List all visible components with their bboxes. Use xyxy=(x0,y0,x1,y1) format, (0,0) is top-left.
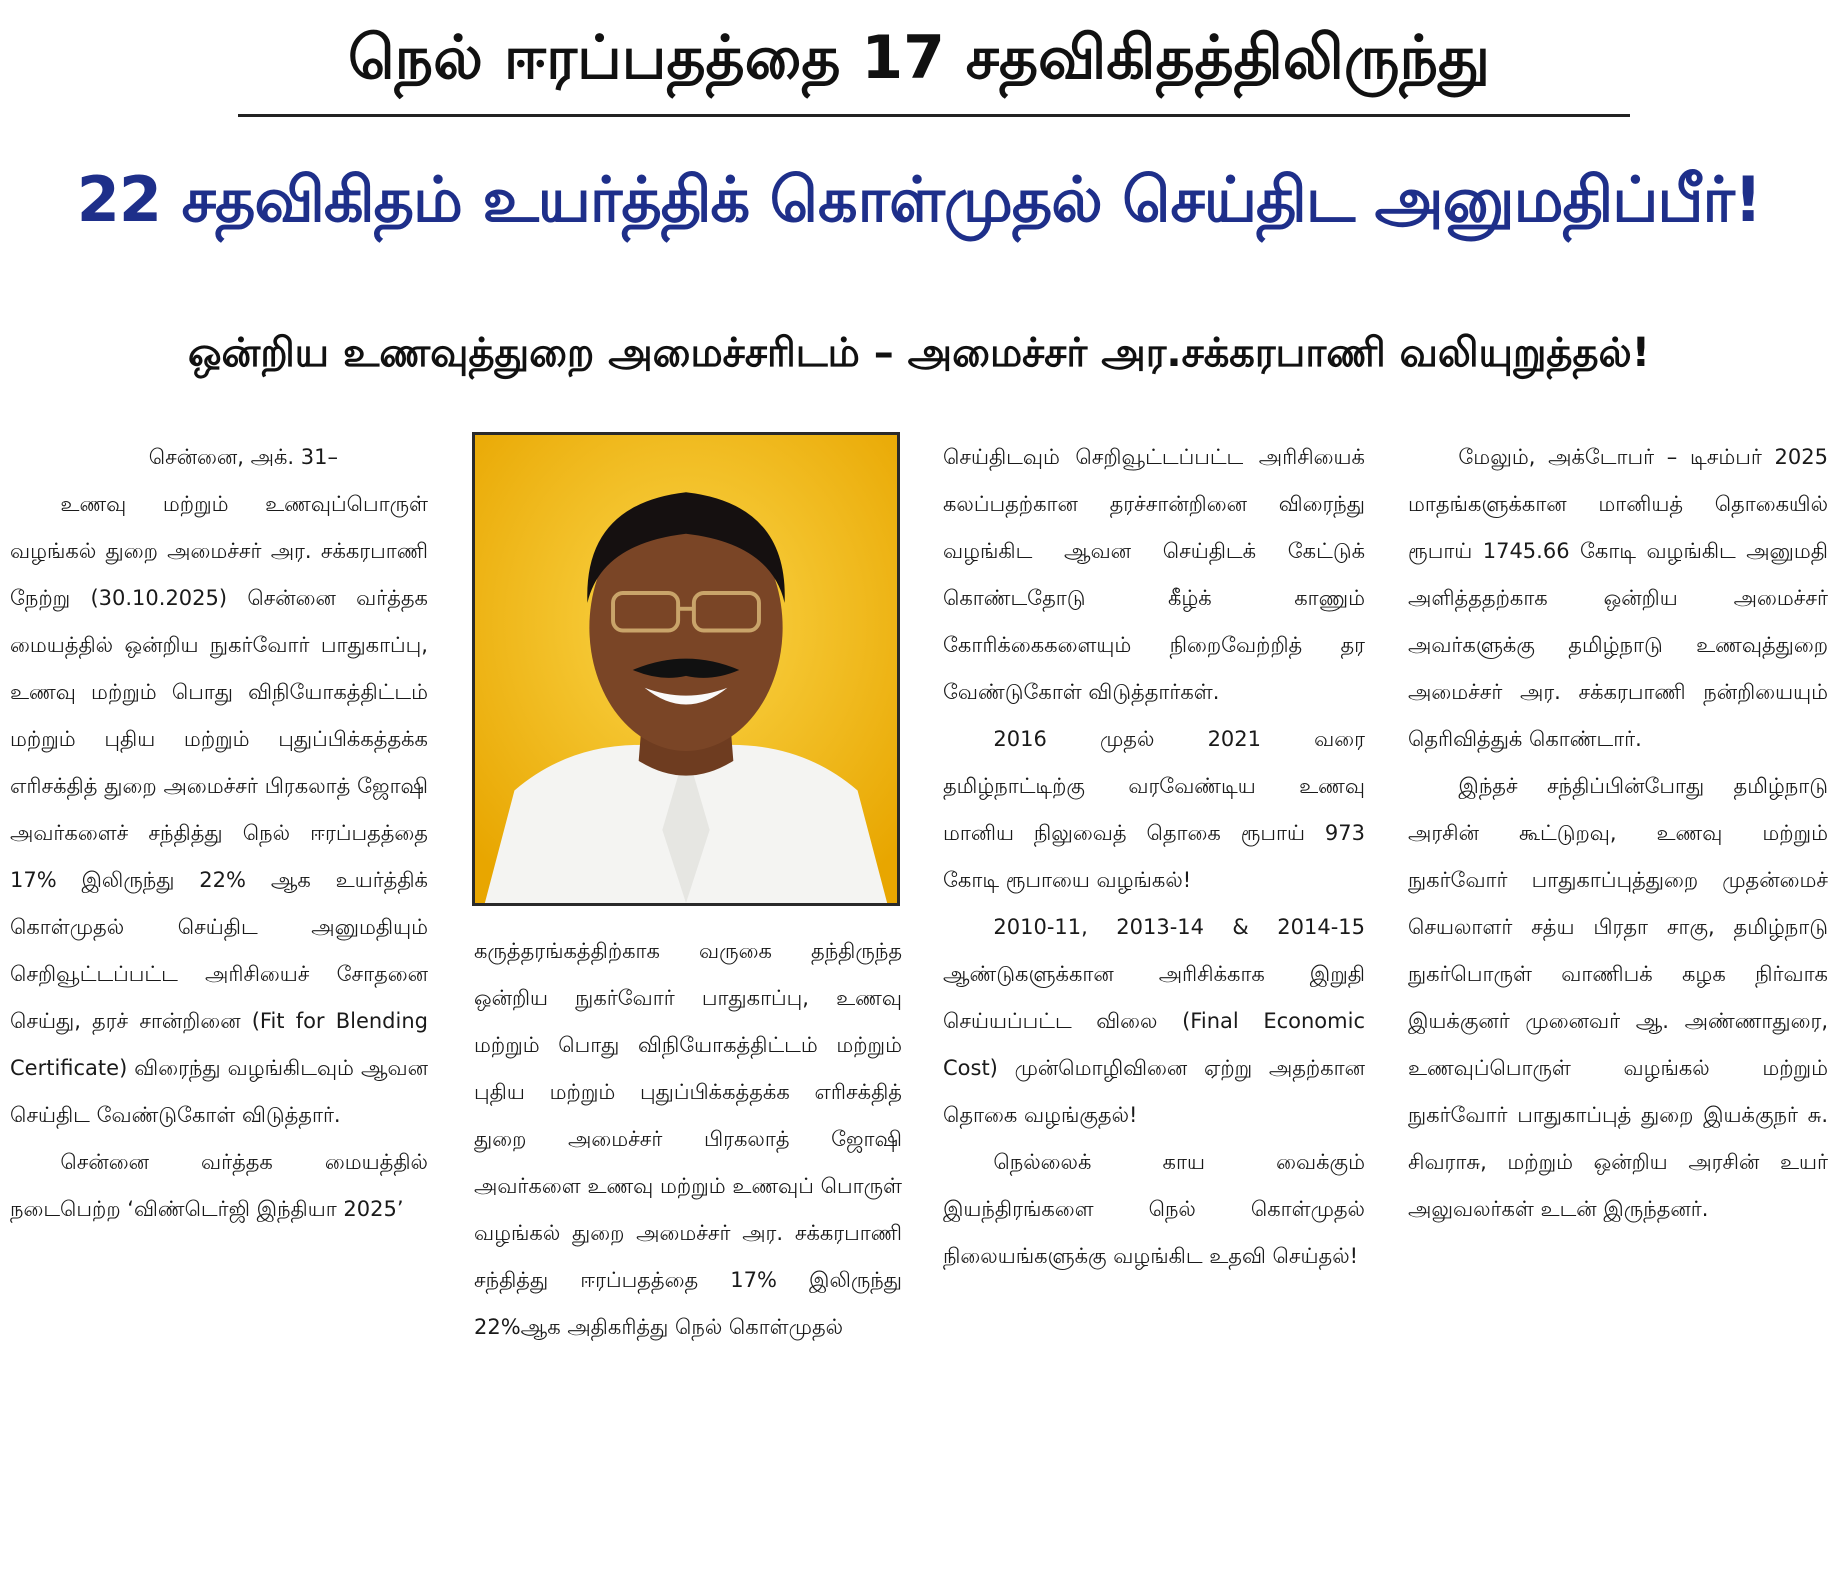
headline-line-1: நெல் ஈரப்பதத்தை 17 சதவிகிதத்திலிருந்து xyxy=(347,23,1491,93)
paragraph: சென்னை வர்த்தக மையத்தில் நடைபெற்ற ‘விண்டெர்ஜி இந்தியா 2025’ xyxy=(10,1150,428,1221)
paragraph: 2010-11, 2013-14 & 2014-15 ஆண்டுகளுக்கான அரிசிக்காக இறுதி செய்யப்பட்ட விலை (Final Economic Cost) முன்மொழிவினை ஏற்று அதற்கான தொகை வழங்குதல்! xyxy=(943,915,1365,1127)
paragraph: நெல்லைக் காய வைக்கும் இயந்திரங்களை நெல் கொள்முதல் நிலையங்களுக்கு வழங்கிட உதவி செய்தல்! xyxy=(943,1150,1365,1268)
subheadline: ஒன்றிய உணவுத்துறை அமைச்சரிடம் – அமைச்சர் அர.சக்கரபாணி வலியுறுத்தல்! xyxy=(188,330,1650,376)
article-column-4 xyxy=(1408,434,1828,1574)
article-column-1 xyxy=(10,434,428,1574)
headline-line-2: 22 சதவிகிதம் உயர்த்திக் கொள்முதல் செய்திட அனுமதிப்பீர்! xyxy=(76,163,1762,236)
paragraph: கருத்தரங்கத்திற்காக வருகை தந்திருந்த ஒன்றிய நுகர்வோர் பாதுகாப்பு, உணவு மற்றும் பொது விநியோகத்திட்டம் மற்றும் புதிய மற்றும் புதுப்பிக்கத்தக்க எரிசக்தித் துறை அமைச்சர் பிரகலாத் ஜோஷி அவர்களை உணவு மற்றும் உணவுப் பொருள் வழங்கல் துறை அமைச்சர் அர. சக்கரபாணி சந்தித்து ஈரப்பதத்தை 17% இலிருந்து 22%ஆக அதிகரித்து நெல் கொள்முதல் xyxy=(474,939,902,1339)
paragraph: உணவு மற்றும் உணவுப்பொருள் வழங்கல் துறை அமைச்சர் அர. சக்கரபாணி நேற்று (30.10.2025) சென்னை வர்த்தக மையத்தில் ஒன்றிய நுகர்வோர் பாதுகாப்பு, உணவு மற்றும் பொது விநியோகத்திட்டம் மற்றும் புதிய மற்றும் புதுப்பிக்கத்தக்க எரிசக்தித் துறை அமைச்சர் பிரகலாத் ஜோஷி அவர்களைச் சந்தித்து நெல் ஈரப்பதத்தை 17% இலிருந்து 22% ஆக உயர்த்திக் கொள்முதல் செய்திட அனுமதியும் செறிவூட்டப்பட்ட அரிசியைச் சோதனை செய்து, தரச் சான்றினை (Fit for Blending Certificate) விரைந்து வழங்கிடவும் ஆவன செய்திட வேண்டுகோள் விடுத்தார். xyxy=(10,492,428,1127)
article-column-3 xyxy=(943,434,1365,1574)
paragraph: 2016 முதல் 2021 வரை தமிழ்நாட்டிற்கு வரவேண்டிய உணவு மானிய நிலுவைத் தொகை ரூபாய் 973 கோடி ரூபாயை வழங்கல்! xyxy=(943,727,1365,892)
paragraph: இந்தச் சந்திப்பின்போது தமிழ்நாடு அரசின் கூட்டுறவு, உணவு மற்றும் நுகர்வோர் பாதுகாப்புத்துறை முதன்மைச் செயலாளர் சத்ய பிரதா சாகு, தமிழ்நாடு நுகர்பொருள் வாணிபக் கழக நிர்வாக இயக்குனர் முனைவர் ஆ. அண்ணாதுரை, உணவுப்பொருள் வழங்கல் மற்றும் நுகர்வோர் பாதுகாப்புத் துறை இயக்குநர் சு. சிவராசு, மற்றும் ஒன்றிய அரசின் உயர் அலுவலர்கள் உடன் இருந்தனர். xyxy=(1408,774,1828,1221)
paragraph: மேலும், அக்டோபர் – டிசம்பர் 2025 மாதங்களுக்கான மானியத் தொகையில் ரூபாய் 1745.66 கோடி வழங்கிட அனுமதி அளித்ததற்காக ஒன்றிய அமைச்சர் அவர்களுக்கு தமிழ்நாடு உணவுத்துறை அமைச்சர் அர. சக்கரபாணி நன்றியையும் தெரிவித்துக் கொண்டார். xyxy=(1408,445,1828,751)
article-column-2 xyxy=(474,928,902,1574)
dateline: சென்னை, அக். 31– xyxy=(148,445,338,469)
portrait-photo-icon xyxy=(475,435,897,903)
minister-portrait-photo xyxy=(472,432,900,906)
headline-divider xyxy=(238,114,1630,117)
paragraph: செய்திடவும் செறிவூட்டப்பட்ட அரிசியைக் கலப்பதற்கான தரச்சான்றினை விரைந்து வழங்கிட ஆவன செய்திடக் கேட்டுக் கொண்டதோடு கீழ்க் காணும் கோரிக்கைகளையும் நிறைவேற்றித் தர வேண்டுகோள் விடுத்தார்கள். xyxy=(943,445,1365,704)
